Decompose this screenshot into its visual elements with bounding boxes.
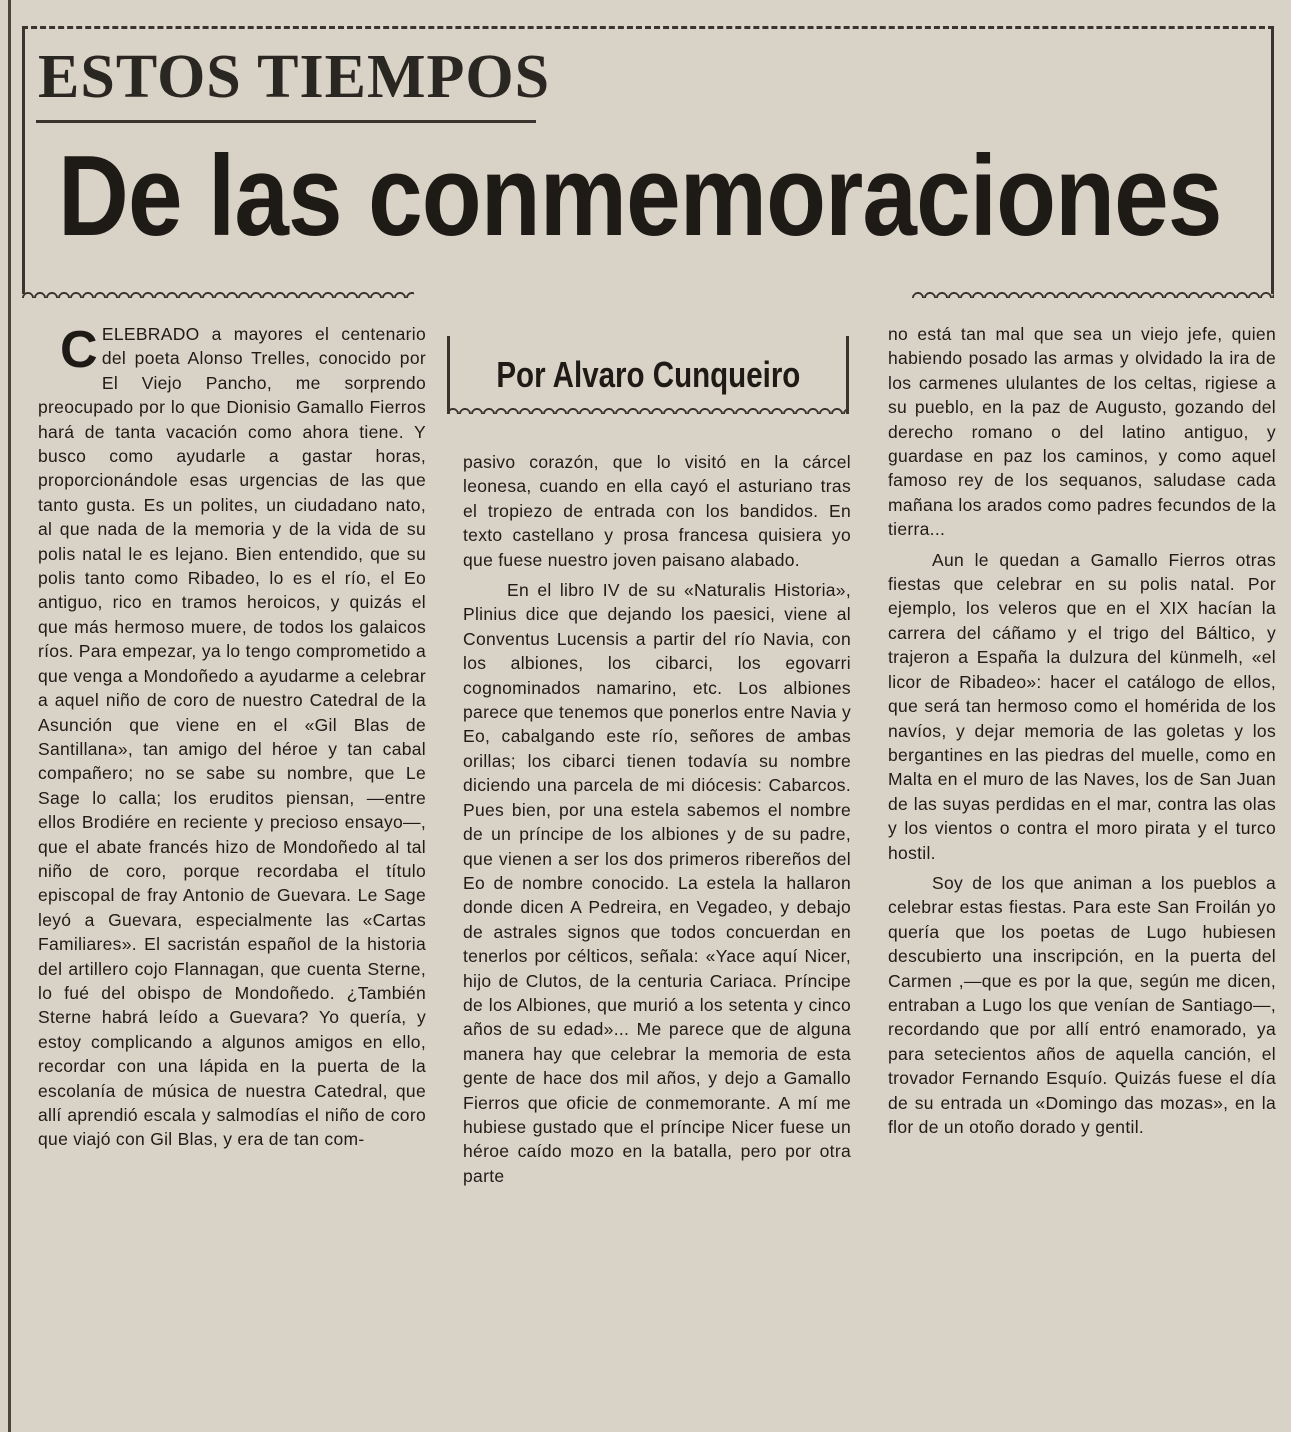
byline-wavy-rule bbox=[447, 404, 849, 414]
paragraph: no está tan mal que sea un viejo jefe, quien habiendo posado las armas y olvidado la ira de los carmenes ululantes de los celtas, rigiese a su pueblo, en la paz de Augusto, gozando del derecho romano o del latino antiguo, y guardase en paz los caminos, y como aquel famoso rey de los sequanos, saludase cada mañana los arados como padres fecundos de la tierra... bbox=[888, 324, 1276, 540]
drop-cap: C bbox=[60, 322, 98, 379]
header-wavy-rule-right bbox=[912, 288, 1274, 298]
article-headline: De las conmemoraciones bbox=[58, 133, 1222, 260]
article-column-1 bbox=[38, 322, 426, 1430]
article-byline: Por Alvaro Cunqueiro bbox=[496, 354, 800, 395]
paragraph: En el libro IV de su «Naturalis Historia», Plinius dice que dejando los paesici, viene al Conventus Lucensis a partir del río Navia, con los albiones, los cibarci, los egovarri cognominados namarino, etc. Los albiones parece que tenemos que ponerlos entre Navia y Eo, cabalgando este río, señores de ambas orillas; los cibarci tienen todavía su nombre diciendo una parcela de mi diócesis: Cabarcos. Pues bien, por una estela sabemos el nombre de un príncipe de los albiones y de su padre, que vienen a ser los dos primeros ribereños del Eo de nombre conocido. La estela la hallaron donde dicen A Pedreira, en Vegadeo, y debajo de astrales signos que todos concuerdan en tenerlos por célticos, señala: «Yace aquí Nicer, hijo de Clutos, de la centuria Cariaca. Príncipe de los Albiones, que murió a los setenta y cinco años de su edad»... Me parece que de alguna manera hay que celebrar la memoria de esta gente de hace dos mil años, y dejo a Gamallo Fierros que oficie de conmemorante. A mí me hubiese gustado que el príncipe Nicer fuese un héroe caído mozo en la batalla, pero por otra parte bbox=[463, 580, 851, 1186]
page-margin-rule bbox=[8, 0, 11, 1432]
kicker-underline bbox=[36, 120, 536, 123]
paragraph-text: ELEBRADO a mayores el centenario del poeta Alonso Trelles, conocido por El Viejo Pancho, me sorprendo preocupado por lo que Dionisio Gamallo Fierros hará de tanta vacación como ahora tiene. Y busco como ayudarle a gastar horas, proporcionándole esas urgencias de las que tanto gusta. Es un polites, un ciudadano nato, al que nada de la memoria y de la vida de su polis natal le es lejano. Bien entendido, que su polis tanto como Ribadeo, lo es el río, el Eo antiguo, rico en tramos heroicos, y quizás el que más hermoso muere, de todos los galaicos ríos. Para empezar, ya lo tengo comprometido a que venga a Mondoñedo a ayudarme a celebrar a aquel niño de coro de nuestro Catedral de la Asunción que viene en el «Gil Blas de Santillana», tan amigo del héroe y tan cabal compañero; no se sabe su nombre, que Le Sage lo calla; los eruditos piensan, —entre ellos Brodiére en reciente y precioso ensayo—, que el abate francés hizo de Mondoñedo al tal niño de coro, porque recordaba el título episcopal de fray Antonio de Guevara. Le Sage leyó a Guevara, especialmente las «Cartas Familiares». El sacristán español de la historia del artillero cojo Flannagan, que cuenta Sterne, lo fué del obispo de Mondoñedo. ¿También Sterne habrá leído a Guevara? Yo quería, y estoy complicando a algunos amigos en ello, recordar con una lápida en la puerta de la escolanía de música de nuestra Catedral, que allí aprendió escala y salmodías el niño de coro que viajó con Gil Blas, y era de tan com- bbox=[38, 324, 426, 1150]
header-wavy-rule-left bbox=[22, 288, 414, 298]
paragraph: Soy de los que animan a los pueblos a celebrar estas fiestas. Para este San Froilán yo quería que los poetas de Lugo hubiesen descubierto una inscripción, en la puerta del Carmen ,—que es por la que, según me dicen, entraban a Lugo los que venían de Santiago—, recordando que por allí entró enamorado, ya para setecientos años de aquella canción, el trovador Fernando Esquío. Quizás fuese el día de su entrada un «Domingo das mozas», en la flor de un otoño dorado y gentil. bbox=[888, 872, 1276, 1137]
article-column-2 bbox=[463, 450, 851, 1430]
section-kicker: ESTOS TIEMPOS bbox=[38, 43, 551, 111]
byline-frame bbox=[447, 336, 849, 414]
paragraph bbox=[38, 322, 426, 1152]
paragraph: pasivo corazón, que lo visitó en la cárcel leonesa, cuando en ella cayó el asturiano tras el tropiezo de entrada con los bandidos. En texto castellano y prosa francesa quisiera yo que fuese nuestro joven paisano alabado. bbox=[463, 452, 851, 570]
article-column-3 bbox=[888, 322, 1276, 1430]
paragraph: Aun le quedan a Gamallo Fierros otras fiestas que celebrar en su polis natal. Por ejemplo, los veleros que en el XIX hacían la carrera del cáñamo y el trigo del Báltico, y trajeron a España la dulzura del künmelh, «el licor de Ribadeo»: hacer el catálogo de ellos, que será tan hermoso como el homérida de los navíos, y dejar memoria de las goletas y los bergantines en las piedras del muelle, como en Malta en el muro de las Naves, los de San Juan de las suyas perdidas en el mar, contra las olas y los vientos o contra el moro pirata y el turco hostil. bbox=[888, 549, 1276, 863]
